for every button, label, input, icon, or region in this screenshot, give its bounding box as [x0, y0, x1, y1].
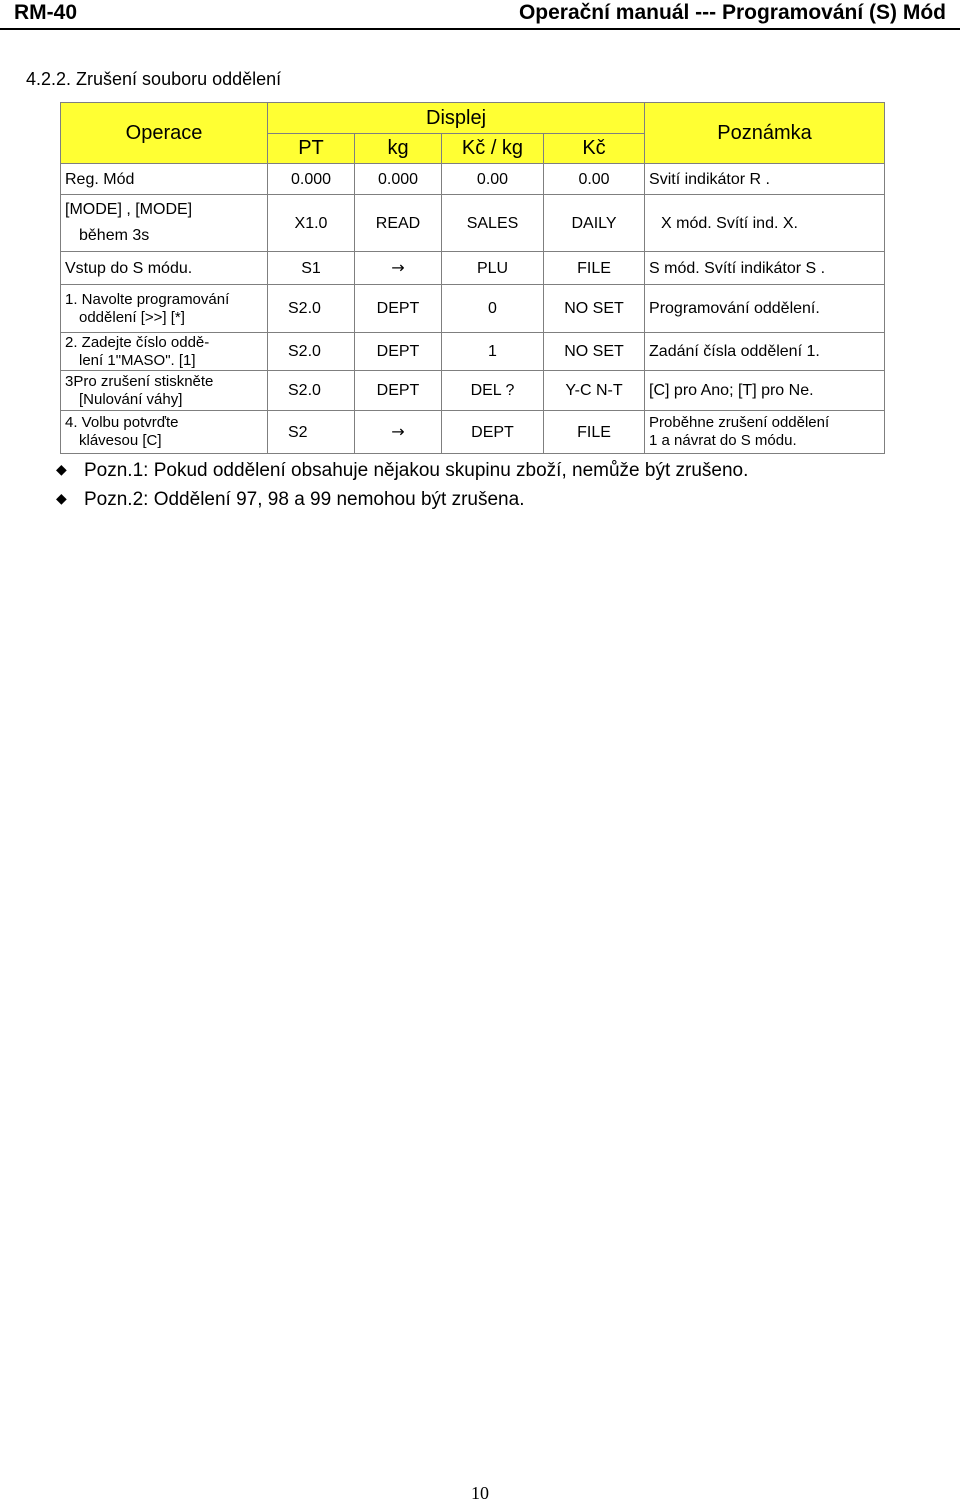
cell-operation-line2: lení 1"MASO". [1] — [79, 351, 196, 369]
cell-note: X mód. Svítí ind. X. — [645, 195, 885, 252]
cell-note — [645, 411, 885, 454]
cell-operation — [61, 411, 268, 454]
table-row — [61, 164, 885, 195]
cell-pt: S2.0 — [268, 285, 355, 333]
cell-kg: READ — [355, 195, 442, 252]
note-text: Pozn.1: Pokud oddělení obsahuje nějakou skupinu zboží, nemůže být zrušeno. — [84, 460, 749, 481]
note-1 — [56, 460, 748, 482]
diamond-icon: ◆ — [56, 490, 67, 506]
cell-operation-line2: během 3s — [79, 227, 150, 244]
cell-operation-line1: [MODE] , [MODE] — [65, 201, 193, 218]
table-row — [61, 285, 885, 333]
col-header-poznamka: Poznámka — [645, 103, 885, 164]
table-row — [61, 411, 885, 454]
cell-operation — [61, 333, 268, 371]
cell-note-line1: Proběhne zrušení oddělení — [649, 414, 830, 431]
cell-note: Svití indikátor R . — [645, 164, 885, 195]
cell-kg: DEPT — [355, 371, 442, 411]
cell-kc-kg: SALES — [442, 195, 544, 252]
table-row — [61, 252, 885, 285]
header-model: RM-40 — [14, 1, 78, 24]
table-header-row — [61, 103, 885, 134]
cell-operation-line1: 2. Zadejte číslo oddě- — [65, 333, 210, 351]
cell-kg: DEPT — [355, 285, 442, 333]
page-header — [0, 0, 960, 30]
note-text: Pozn.2: Oddělení 97, 98 a 99 nemohou být zrušena. — [84, 489, 525, 510]
col-header-operace: Operace — [61, 103, 268, 164]
col-header-displej: Displej — [268, 103, 645, 134]
cell-kc-kg: PLU — [442, 252, 544, 285]
cell-kg: 0.000 — [355, 164, 442, 195]
cell-kg: DEPT — [355, 333, 442, 371]
cell-operation: Vstup do S módu. — [61, 252, 268, 285]
cell-pt: S2.0 — [268, 371, 355, 411]
cell-operation-line2: [Nulování váhy] — [79, 390, 183, 408]
cell-kc: NO SET — [544, 285, 645, 333]
cell-note: Zadání čísla oddělení 1. — [645, 333, 885, 371]
note-2 — [56, 489, 524, 511]
diamond-icon: ◆ — [56, 461, 67, 477]
cell-kc-kg: 0 — [442, 285, 544, 333]
cell-note: [C] pro Ano; [T] pro Ne. — [645, 371, 885, 411]
cell-operation-line1: 1. Navolte programování — [65, 290, 230, 308]
cell-operation-line2: oddělení [>>] [*] — [79, 308, 185, 326]
cell-operation — [61, 195, 268, 252]
cell-kc: Y-C N-T — [544, 371, 645, 411]
cell-operation — [61, 285, 268, 333]
cell-kc: 0.00 — [544, 164, 645, 195]
col-header-kc-kg: Kč / kg — [442, 134, 544, 164]
cell-kc-kg: DEPT — [442, 411, 544, 454]
table-row — [61, 333, 885, 371]
cell-pt: S1 — [268, 252, 355, 285]
cell-kc-kg: DEL ? — [442, 371, 544, 411]
operation-table — [60, 102, 885, 454]
col-header-kg: kg — [355, 134, 442, 164]
cell-note-line2: 1 a návrat do S módu. — [649, 432, 797, 449]
cell-kc: DAILY — [544, 195, 645, 252]
cell-pt: S2.0 — [268, 333, 355, 371]
cell-note: Programování oddělení. — [645, 285, 885, 333]
header-title: Operační manuál --- Programování (S) Mód — [518, 1, 946, 24]
cell-kc: FILE — [544, 252, 645, 285]
cell-kc: NO SET — [544, 333, 645, 371]
cell-pt: S2 — [268, 411, 355, 454]
page-number: 10 — [471, 1483, 489, 1503]
right-arrow-icon: → — [391, 422, 405, 441]
col-header-kc: Kč — [544, 134, 645, 164]
table-row — [61, 371, 885, 411]
section-title: 4.2.2. Zrušení souboru oddělení — [26, 69, 282, 89]
cell-operation — [61, 371, 268, 411]
cell-kc: FILE — [544, 411, 645, 454]
right-arrow-icon: → — [391, 258, 405, 277]
table-row — [61, 195, 885, 252]
cell-operation: Reg. Mód — [61, 164, 268, 195]
cell-operation-line1: 3Pro zrušení stiskněte — [65, 372, 214, 390]
cell-operation-line2: klávesou [C] — [79, 432, 162, 449]
cell-pt: X1.0 — [268, 195, 355, 252]
cell-note: S mód. Svítí indikátor S . — [645, 252, 885, 285]
cell-pt: 0.000 — [268, 164, 355, 195]
col-header-pt: PT — [268, 134, 355, 164]
cell-kc-kg: 1 — [442, 333, 544, 371]
cell-operation-line1: 4. Volbu potvrďte — [65, 414, 179, 431]
cell-kc-kg: 0.00 — [442, 164, 544, 195]
